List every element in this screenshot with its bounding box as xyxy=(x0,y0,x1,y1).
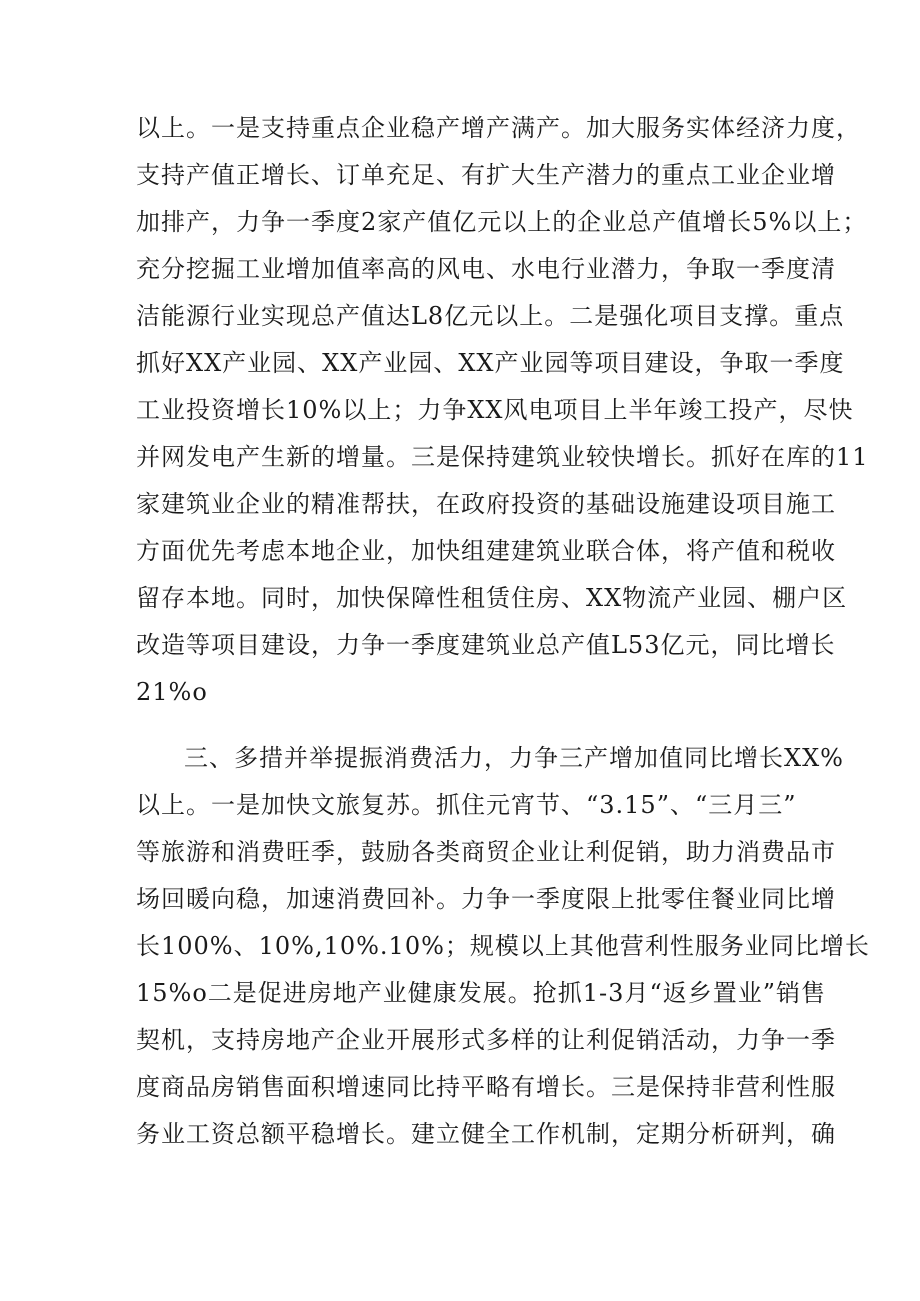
text-line: 抓好XX产业园、XX产业园、XX产业园等项目建设，争取一季度 xyxy=(136,349,845,377)
text-line: 务业工资总额平稳增长。建立健全工作机制，定期分析研判，确 xyxy=(136,1120,836,1148)
text-line: 方面优先考虑本地企业，加快组建建筑业联合体，将产值和税收 xyxy=(136,537,836,565)
text-line: 留存本地。同时，加快保障性租赁住房、XX物流产业园、棚户区 xyxy=(136,584,848,612)
text-line: 契机，支持房地产企业开展形式多样的让利促销活动，力争一季 xyxy=(136,1026,836,1054)
text-line: 洁能源行业实现总产值达L8亿元以上。二是强化项目支撑。重点 xyxy=(136,302,845,330)
section-heading-line: 三、多措并举提振消费活力，力争三产增加值同比增长XX% xyxy=(184,744,844,772)
paragraph-2 xyxy=(136,735,870,1158)
text-line: 场回暖向稳，加速消费回补。力争一季度限上批零住餐业同比增 xyxy=(136,885,836,913)
text-line: 充分挖掘工业增加值率高的风电、水电行业潜力，争取一季度清 xyxy=(136,255,836,283)
text-line: 长100%、10%,10%.10%；规模以上其他营利性服务业同比增长 xyxy=(136,932,870,960)
text-line: 度商品房销售面积增速同比持平略有增长。三是保持非营利性服 xyxy=(136,1073,836,1101)
text-line: 15%o二是促进房地产业健康发展。抢抓1-3月“返乡置业”销售 xyxy=(136,979,826,1007)
text-line: 以上。一是加快文旅复苏。抓住元宵节、“3.15”、“三月三” xyxy=(136,791,797,819)
text-line: 加排产，力争一季度2家产值亿元以上的企业总产值增长5%以上； xyxy=(136,208,868,236)
text-line: 工业投资增长10%以上；力争XX风电项目上半年竣工投产，尽快 xyxy=(136,396,854,424)
text-line: 支持产值正增长、订单充足、有扩大生产潜力的重点工业企业增 xyxy=(136,161,836,189)
text-line: 以上。一是支持重点企业稳产增产满产。加大服务实体经济力度， xyxy=(136,114,861,142)
paragraph-1 xyxy=(136,105,869,716)
text-line: 并网发电产生新的增量。三是保持建筑业较快增长。抓好在库的11 xyxy=(136,443,869,471)
text-line: 改造等项目建设，力争一季度建筑业总产值L53亿元，同比增长 xyxy=(136,631,836,659)
text-line: 家建筑业企业的精准帮扶，在政府投资的基础设施建设项目施工 xyxy=(136,490,836,518)
text-line-last: 21%o xyxy=(136,678,208,706)
text-line: 等旅游和消费旺季，鼓励各类商贸企业让利促销，助力消费品市 xyxy=(136,838,836,866)
